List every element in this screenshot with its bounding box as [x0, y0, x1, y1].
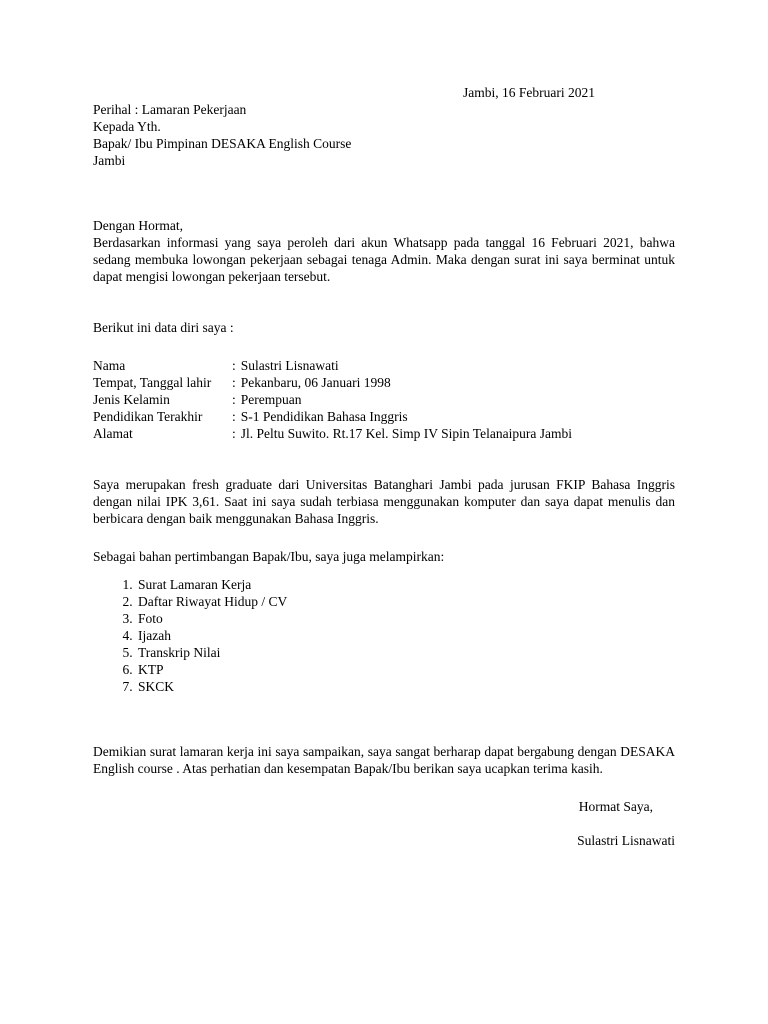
recipient-line-salute: Kepada Yth. [93, 119, 161, 134]
personal-data-label: Jenis Kelamin [93, 392, 170, 407]
recipient-line-addressee: Bapak/ Ibu Pimpinan DESAKA English Course [93, 136, 352, 151]
spacer [93, 169, 675, 217]
qualifications-paragraph: Saya merupakan fresh graduate dari Universitas Batanghari Jambi pada jurusan FKIP Bahasa Inggris dengan nilai IPK 3,61. Saat ini saya sudah terbiasa menggunakan komputer dan saya dapat menulis dan berbicara dengan baik menggunakan Bahasa Inggris. [93, 477, 675, 526]
personal-data-value: Sulastri Lisnawati [240, 358, 339, 373]
attachments-intro: Sebagai bahan pertimbangan Bapak/Ibu, saya juga melampirkan: [93, 549, 445, 564]
signoff: Hormat Saya, [578, 799, 653, 814]
attachment-item: 2. Daftar Riwayat Hidup / CV [136, 593, 675, 610]
signature-block [93, 798, 675, 849]
recipient-line-city: Jambi [93, 153, 126, 168]
letter-subject: Perihal : Lamaran Pekerjaan [93, 102, 247, 117]
spacer [93, 285, 675, 319]
personal-data-label: Nama [93, 358, 126, 373]
salutation: Dengan Hormat, [93, 218, 183, 233]
personal-data-colon: : [232, 392, 236, 407]
personal-data-value: Jl. Peltu Suwito. Rt.17 Kel. Simp IV Sipin Telanaipura Jambi [240, 426, 572, 441]
spacer [93, 565, 675, 576]
spacer [93, 695, 675, 743]
letter-dateline: Jambi, 16 Februari 2021 [463, 85, 595, 100]
personal-data-row [93, 391, 675, 408]
attachments-list [93, 576, 675, 695]
personal-data-value: Pekanbaru, 06 Januari 1998 [240, 375, 391, 390]
personal-data-intro: Berikut ini data diri saya : [93, 320, 234, 335]
spacer [93, 336, 675, 357]
recipient-block [93, 118, 675, 169]
personal-data-colon: : [232, 375, 236, 390]
spacer [93, 442, 675, 476]
personal-data-row [93, 425, 675, 442]
personal-data-table [93, 357, 675, 442]
personal-data-colon: : [232, 409, 236, 424]
personal-data-colon: : [232, 426, 236, 441]
personal-data-row [93, 374, 675, 391]
spacer [93, 777, 675, 798]
personal-data-row [93, 408, 675, 425]
attachment-item: 6. KTP [136, 661, 675, 678]
personal-data-value: S-1 Pendidikan Bahasa Inggris [240, 409, 408, 424]
attachment-item: 3. Foto [136, 610, 675, 627]
personal-data-label: Pendidikan Terakhir [93, 409, 203, 424]
personal-data-row [93, 357, 675, 374]
personal-data-colon: : [232, 358, 236, 373]
signature-name: Sulastri Lisnawati [577, 833, 675, 848]
personal-data-label: Tempat, Tanggal lahir [93, 375, 212, 390]
attachment-item: 5. Transkrip Nilai [136, 644, 675, 661]
attachment-item: 4. Ijazah [136, 627, 675, 644]
spacer [93, 527, 675, 548]
personal-data-label: Alamat [93, 426, 133, 441]
closing-paragraph: Demikian surat lamaran kerja ini saya sampaikan, saya sangat berharap dapat bergabung dengan DESAKA English course . Atas perhatian dan kesempatan Bapak/Ibu berikan saya ucapkan terima kasih. [93, 744, 675, 776]
personal-data-value: Perempuan [240, 392, 302, 407]
attachment-item: 7. SKCK [136, 678, 675, 695]
attachment-item: 1. Surat Lamaran Kerja [136, 576, 675, 593]
opening-paragraph: Berdasarkan informasi yang saya peroleh dari akun Whatsapp pada tanggal 16 Februari 2021, bahwa sedang membuka lowongan pekerjaan sebagai tenaga Admin. Maka dengan surat ini saya berminat untuk dapat mengisi lowongan pekerjaan tersebut. [93, 235, 675, 284]
